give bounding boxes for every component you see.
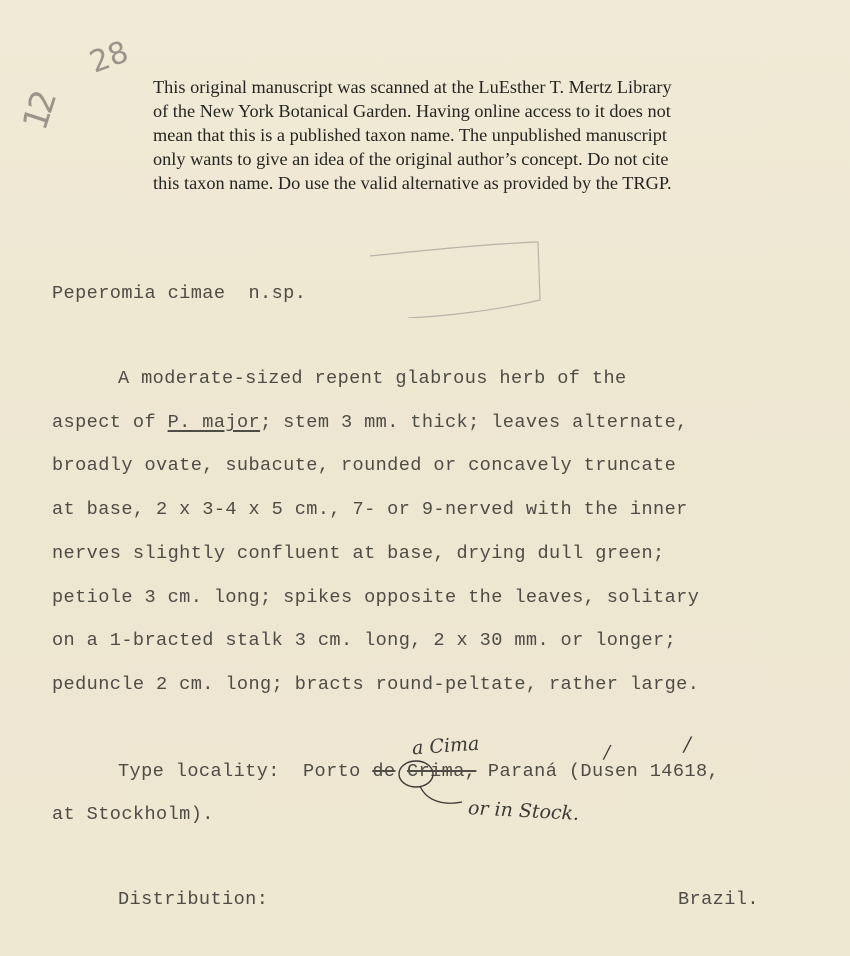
- species-reference: P. major: [167, 412, 261, 433]
- handwritten-tick: /: [684, 732, 691, 756]
- disclaimer-line: This original manuscript was scanned at the LuEsther T. Mertz Library: [153, 77, 672, 97]
- disclaimer-line: only wants to give an idea of the original author’s concept. Do not cite: [153, 149, 669, 169]
- type-locality-line: at Stockholm).: [52, 804, 214, 825]
- handwritten-tick: /: [604, 742, 611, 763]
- pencil-box-mark: [368, 240, 544, 318]
- disclaimer-line: mean that this is a published taxon name. The unpublished manuscript: [153, 125, 667, 145]
- description-line: [52, 412, 688, 433]
- pencil-annotation-top: 28: [85, 34, 134, 81]
- type-locality-label: Type locality:: [118, 761, 280, 782]
- place-text: Porto: [302, 761, 373, 782]
- description-line: petiole 3 cm. long; spikes opposite the leaves, solitary: [52, 587, 700, 608]
- description-text: aspect of: [52, 412, 168, 433]
- struck-word: Crima,: [407, 761, 477, 782]
- distribution-label: Distribution:: [118, 889, 269, 910]
- description-line: A moderate-sized repent glabrous herb of the: [118, 368, 627, 389]
- taxon-status: n.sp.: [248, 283, 307, 304]
- taxon-name: Peperomia cimae: [52, 283, 226, 304]
- disclaimer-line: this taxon name. Do use the valid alternative as provided by the TRGP.: [153, 173, 672, 193]
- distribution-value: Brazil.: [678, 889, 759, 910]
- pencil-annotation-side: 12: [15, 89, 65, 135]
- place-text: Paraná (Dusen 14618,: [476, 761, 720, 782]
- library-disclaimer: [153, 75, 803, 195]
- taxon-title: [52, 283, 306, 304]
- handwritten-circle-arrow: [396, 756, 476, 816]
- description-line: peduncle 2 cm. long; bracts round-peltate, rather large.: [52, 674, 700, 695]
- description-line: nerves slightly confluent at base, drying dull green;: [52, 543, 665, 564]
- description-text: ; stem 3 mm. thick; leaves alternate,: [260, 412, 688, 433]
- disclaimer-line: of the New York Botanical Garden. Having online access to it does not: [153, 101, 671, 121]
- handwritten-insert: a Cima: [411, 732, 481, 760]
- description-line: on a 1-bracted stalk 3 cm. long, 2 x 30 mm. or longer;: [52, 630, 677, 651]
- description-line: broadly ovate, subacute, rounded or concavely truncate: [52, 455, 677, 476]
- description-line: at base, 2 x 3-4 x 5 cm., 7- or 9-nerved with the inner: [52, 499, 688, 520]
- handwritten-note: or in Stock.: [467, 797, 580, 825]
- struck-word: de: [372, 761, 396, 782]
